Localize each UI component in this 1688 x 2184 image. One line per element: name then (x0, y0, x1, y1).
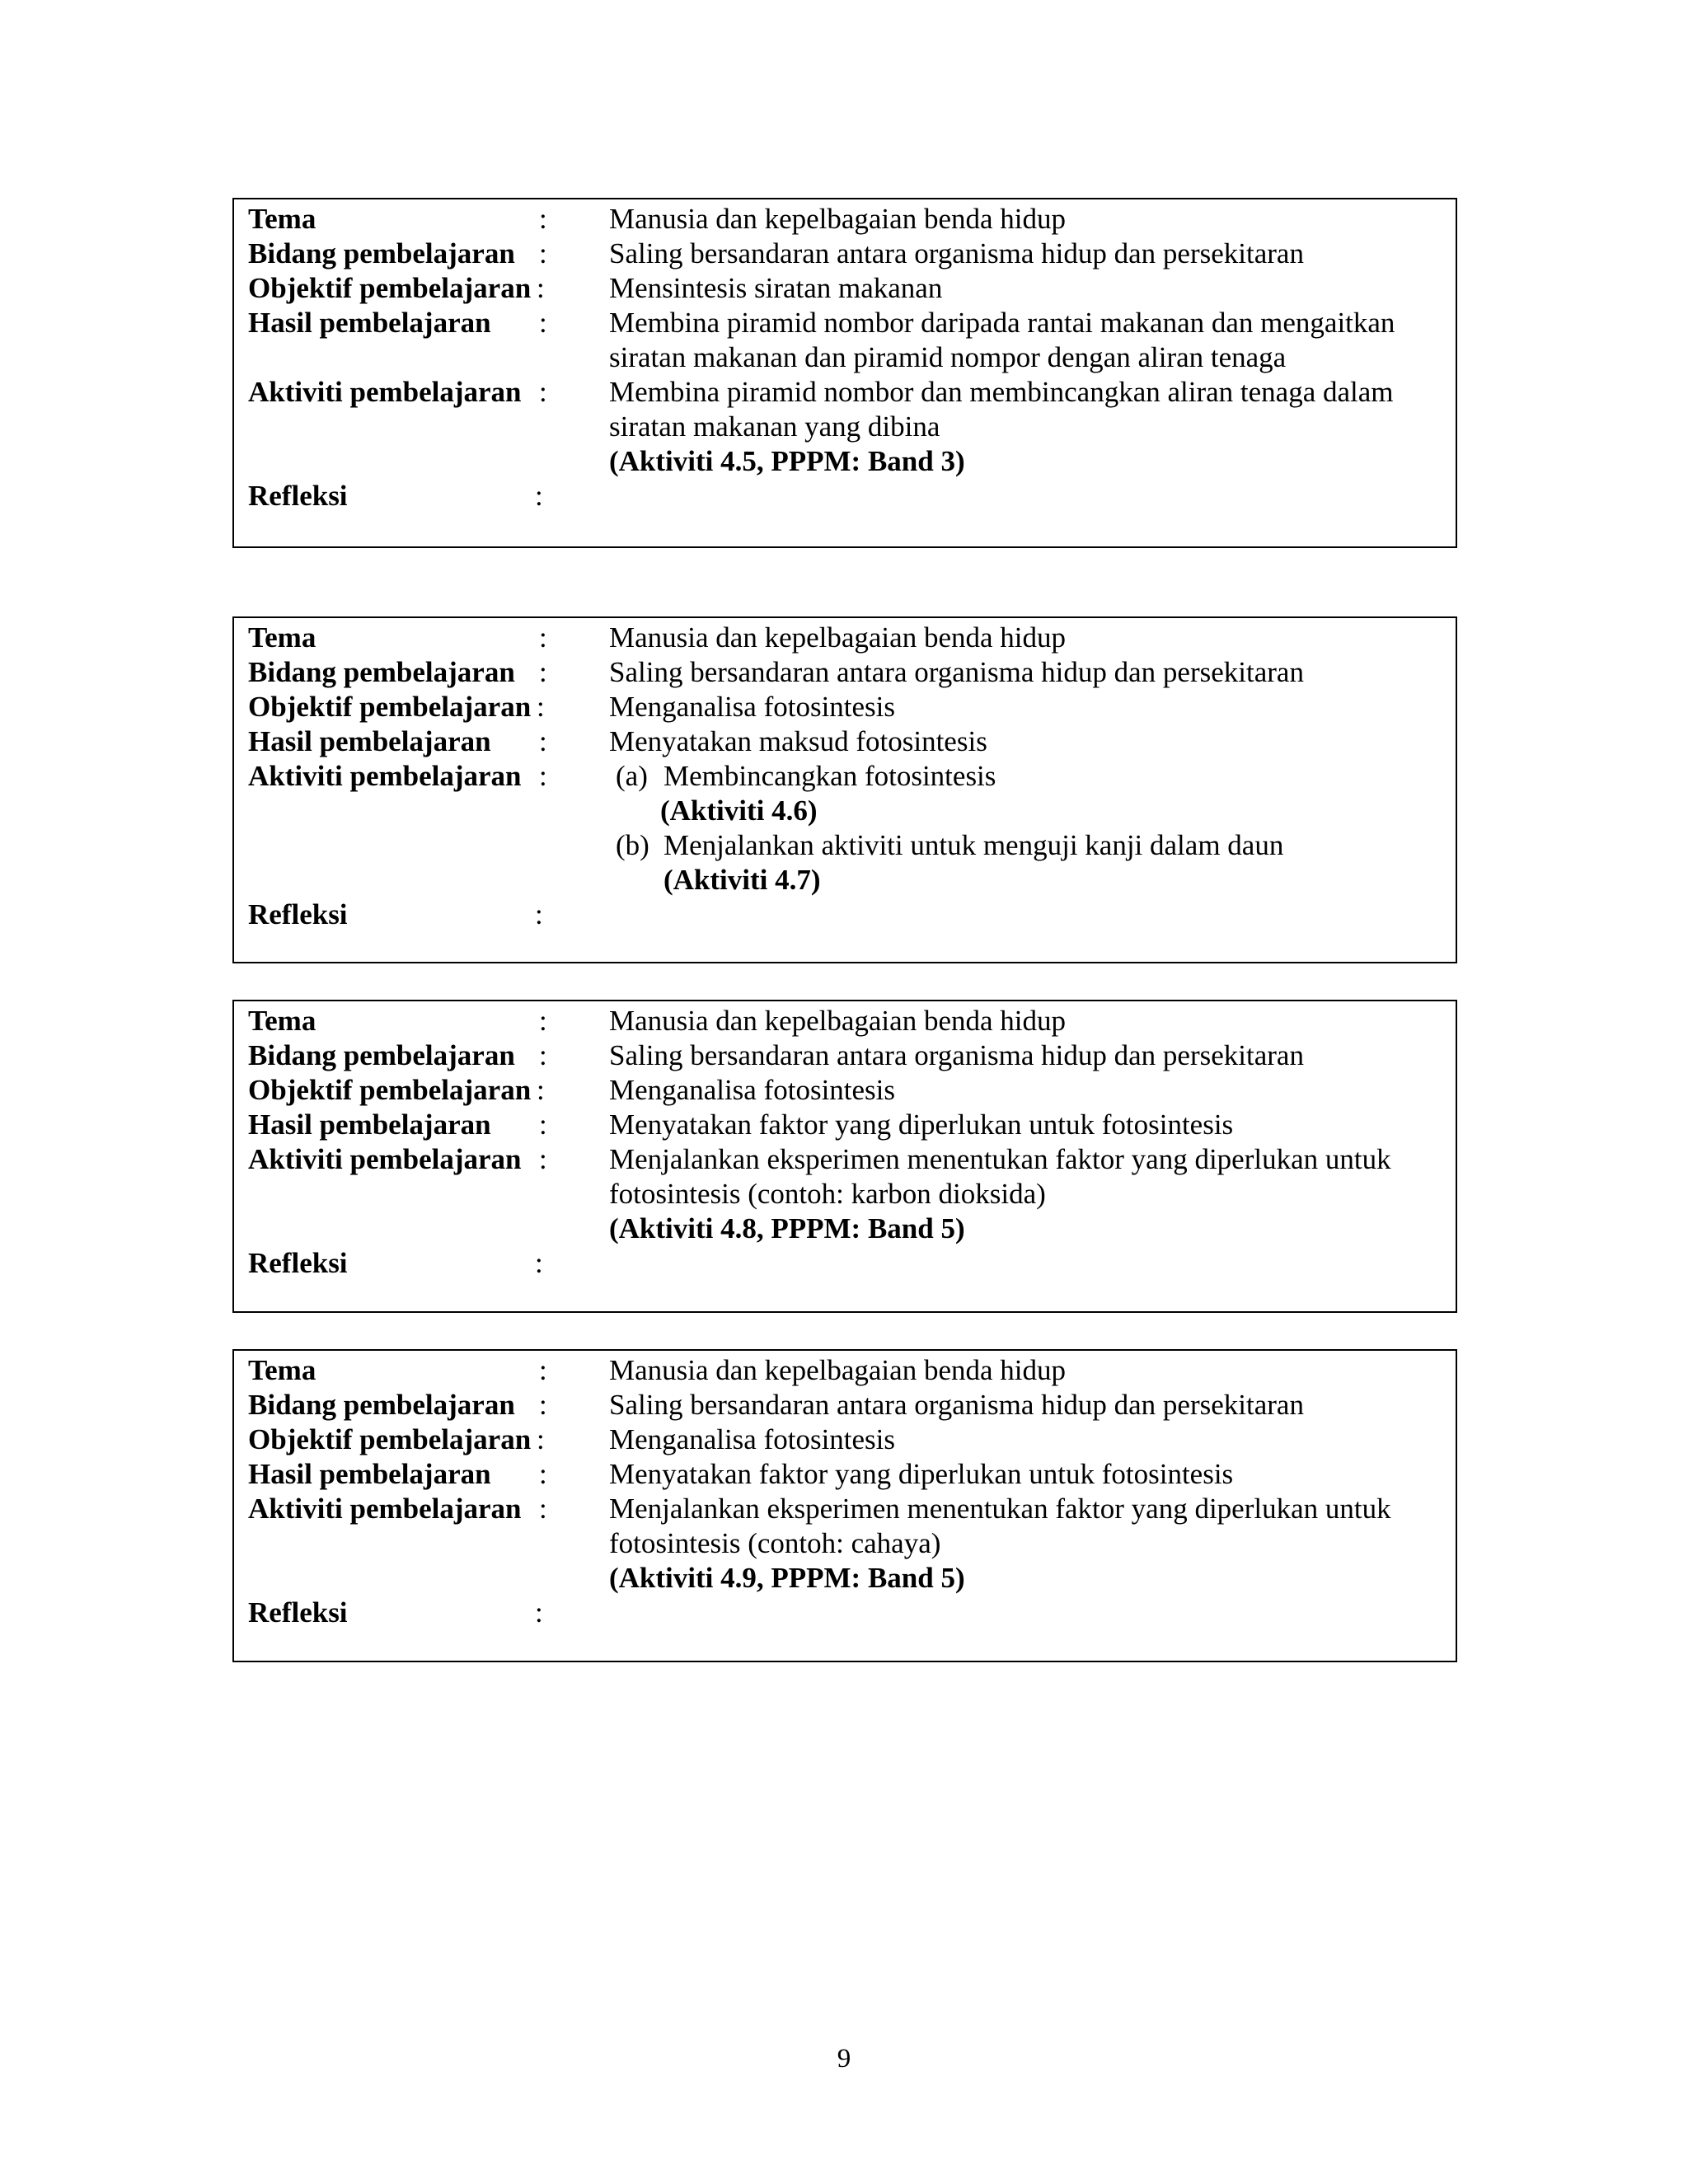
aktiviti-item-a-marker: (a) (616, 760, 648, 792)
aktiviti-item-b-text: Menjalankan aktiviti untuk menguji kanji dalam daun (663, 829, 1284, 861)
aktiviti-label: Aktiviti pembelajaran (248, 1493, 522, 1525)
hasil-label: Hasil pembelajaran (248, 725, 491, 757)
bidang-value: Saling bersandaran antara organisma hidup dan persekitaran (609, 1039, 1304, 1071)
bidang-label: Bidang pembelajaran (248, 237, 515, 269)
objektif-label: Objektif pembelajaran (248, 1423, 532, 1455)
colon: : (539, 1493, 547, 1525)
aktiviti-row (234, 375, 1456, 410)
hasil-row (234, 724, 1456, 759)
tema-label: Tema (248, 1354, 316, 1386)
colon: : (539, 1005, 547, 1037)
colon: : (535, 898, 543, 930)
aktiviti-item-b-row (234, 828, 1456, 863)
colon: : (539, 376, 547, 408)
aktiviti-ref-row (234, 444, 1456, 479)
tema-value: Manusia dan kepelbagaian benda hidup (609, 1354, 1066, 1386)
colon: : (537, 1074, 545, 1106)
aktiviti-value-line-1: Menjalankan eksperimen menentukan faktor yang diperlukan untuk (609, 1493, 1391, 1525)
bidang-row (234, 1388, 1456, 1422)
hasil-row (234, 1108, 1456, 1142)
aktiviti-reference: (Aktiviti 4.9, PPPM: Band 5) (609, 1562, 965, 1594)
refleksi-row (234, 1246, 1456, 1281)
aktiviti-reference: (Aktiviti 4.8, PPPM: Band 5) (609, 1212, 965, 1244)
tema-row (234, 1353, 1456, 1388)
objektif-label: Objektif pembelajaran (248, 272, 532, 304)
refleksi-row (234, 898, 1456, 932)
refleksi-label: Refleksi (248, 480, 348, 512)
aktiviti-ref-row (234, 1561, 1456, 1596)
lesson-block-3 (232, 1000, 1457, 1313)
objektif-row (234, 271, 1456, 306)
aktiviti-ref-row (234, 1212, 1456, 1246)
aktiviti-value-line-2: siratan makanan yang dibina (609, 410, 940, 443)
aktiviti-value-line-2: fotosintesis (contoh: karbon dioksida) (609, 1178, 1046, 1210)
aktiviti-label: Aktiviti pembelajaran (248, 376, 522, 408)
bidang-value: Saling bersandaran antara organisma hidup dan persekitaran (609, 656, 1304, 688)
bidang-label: Bidang pembelajaran (248, 1389, 515, 1421)
hasil-row (234, 306, 1456, 340)
bidang-label: Bidang pembelajaran (248, 1039, 515, 1071)
hasil-label: Hasil pembelajaran (248, 307, 491, 339)
hasil-value-line-1: Membina piramid nombor daripada rantai makanan dan mengaitkan (609, 307, 1395, 339)
colon: : (539, 760, 547, 792)
page-number: 9 (837, 2044, 851, 2074)
tema-label: Tema (248, 1005, 316, 1037)
aktiviti-row-continued (234, 410, 1456, 444)
colon: : (539, 725, 547, 757)
aktiviti-item-a-ref-row (234, 794, 1456, 828)
colon: : (537, 272, 545, 304)
tema-label: Tema (248, 621, 316, 654)
hasil-row-continued (234, 340, 1456, 375)
hasil-value: Menyatakan maksud fotosintesis (609, 725, 987, 757)
bidang-row (234, 655, 1456, 690)
aktiviti-item-a-text: Membincangkan fotosintesis (663, 760, 996, 792)
refleksi-label: Refleksi (248, 1247, 348, 1279)
aktiviti-item-a-reference: (Aktiviti 4.6) (660, 794, 818, 827)
objektif-label: Objektif pembelajaran (248, 1074, 532, 1106)
aktiviti-reference: (Aktiviti 4.5, PPPM: Band 3) (609, 445, 965, 477)
bidang-row (234, 1038, 1456, 1073)
tema-row (234, 202, 1456, 237)
objektif-label: Objektif pembelajaran (248, 691, 532, 723)
hasil-value: Menyatakan faktor yang diperlukan untuk fotosintesis (609, 1108, 1234, 1141)
aktiviti-value-line-1: Menjalankan eksperimen menentukan faktor yang diperlukan untuk (609, 1143, 1391, 1175)
colon: : (539, 1039, 547, 1071)
objektif-value: Menganalisa fotosintesis (609, 1423, 896, 1455)
aktiviti-label: Aktiviti pembelajaran (248, 760, 522, 792)
colon: : (539, 203, 547, 235)
tema-value: Manusia dan kepelbagaian benda hidup (609, 621, 1066, 654)
colon: : (539, 1108, 547, 1141)
lesson-block-4 (232, 1349, 1457, 1662)
refleksi-row (234, 1596, 1456, 1630)
hasil-label: Hasil pembelajaran (248, 1458, 491, 1490)
refleksi-label: Refleksi (248, 1596, 348, 1629)
refleksi-row (234, 479, 1456, 513)
aktiviti-value-line-1: Membina piramid nombor dan membincangkan aliran tenaga dalam (609, 376, 1394, 408)
colon: : (537, 691, 545, 723)
objektif-value: Menganalisa fotosintesis (609, 691, 896, 723)
colon: : (535, 480, 543, 512)
aktiviti-row (234, 1492, 1456, 1526)
bidang-value: Saling bersandaran antara organisma hidup dan persekitaran (609, 237, 1304, 269)
aktiviti-item-b-marker: (b) (616, 829, 649, 861)
tema-row (234, 1004, 1456, 1038)
colon: : (539, 656, 547, 688)
aktiviti-row-continued (234, 1177, 1456, 1212)
lesson-block-1 (232, 198, 1457, 548)
aktiviti-row (234, 1142, 1456, 1177)
tema-value: Manusia dan kepelbagaian benda hidup (609, 203, 1066, 235)
aktiviti-label: Aktiviti pembelajaran (248, 1143, 522, 1175)
bidang-label: Bidang pembelajaran (248, 656, 515, 688)
objektif-row (234, 690, 1456, 724)
tema-label: Tema (248, 203, 316, 235)
objektif-row (234, 1073, 1456, 1108)
colon: : (539, 1354, 547, 1386)
lesson-block-2 (232, 616, 1457, 963)
bidang-value: Saling bersandaran antara organisma hidup dan persekitaran (609, 1389, 1304, 1421)
colon: : (535, 1247, 543, 1279)
refleksi-label: Refleksi (248, 898, 348, 930)
bidang-row (234, 237, 1456, 271)
colon: : (539, 1389, 547, 1421)
colon: : (539, 621, 547, 654)
hasil-label: Hasil pembelajaran (248, 1108, 491, 1141)
hasil-value-line-2: siratan makanan dan piramid nompor dengan aliran tenaga (609, 341, 1287, 373)
tema-row (234, 621, 1456, 655)
hasil-row (234, 1457, 1456, 1492)
hasil-value: Menyatakan faktor yang diperlukan untuk fotosintesis (609, 1458, 1234, 1490)
colon: : (535, 1596, 543, 1629)
colon: : (537, 1423, 545, 1455)
objektif-value: Menganalisa fotosintesis (609, 1074, 896, 1106)
colon: : (539, 307, 547, 339)
aktiviti-item-b-reference: (Aktiviti 4.7) (663, 864, 821, 896)
objektif-row (234, 1422, 1456, 1457)
aktiviti-item-b-ref-row (234, 863, 1456, 898)
colon: : (539, 1458, 547, 1490)
colon: : (539, 237, 547, 269)
aktiviti-row-continued (234, 1526, 1456, 1561)
tema-value: Manusia dan kepelbagaian benda hidup (609, 1005, 1066, 1037)
aktiviti-value-line-2: fotosintesis (contoh: cahaya) (609, 1527, 941, 1559)
colon: : (539, 1143, 547, 1175)
objektif-value: Mensintesis siratan makanan (609, 272, 943, 304)
aktiviti-row (234, 759, 1456, 794)
